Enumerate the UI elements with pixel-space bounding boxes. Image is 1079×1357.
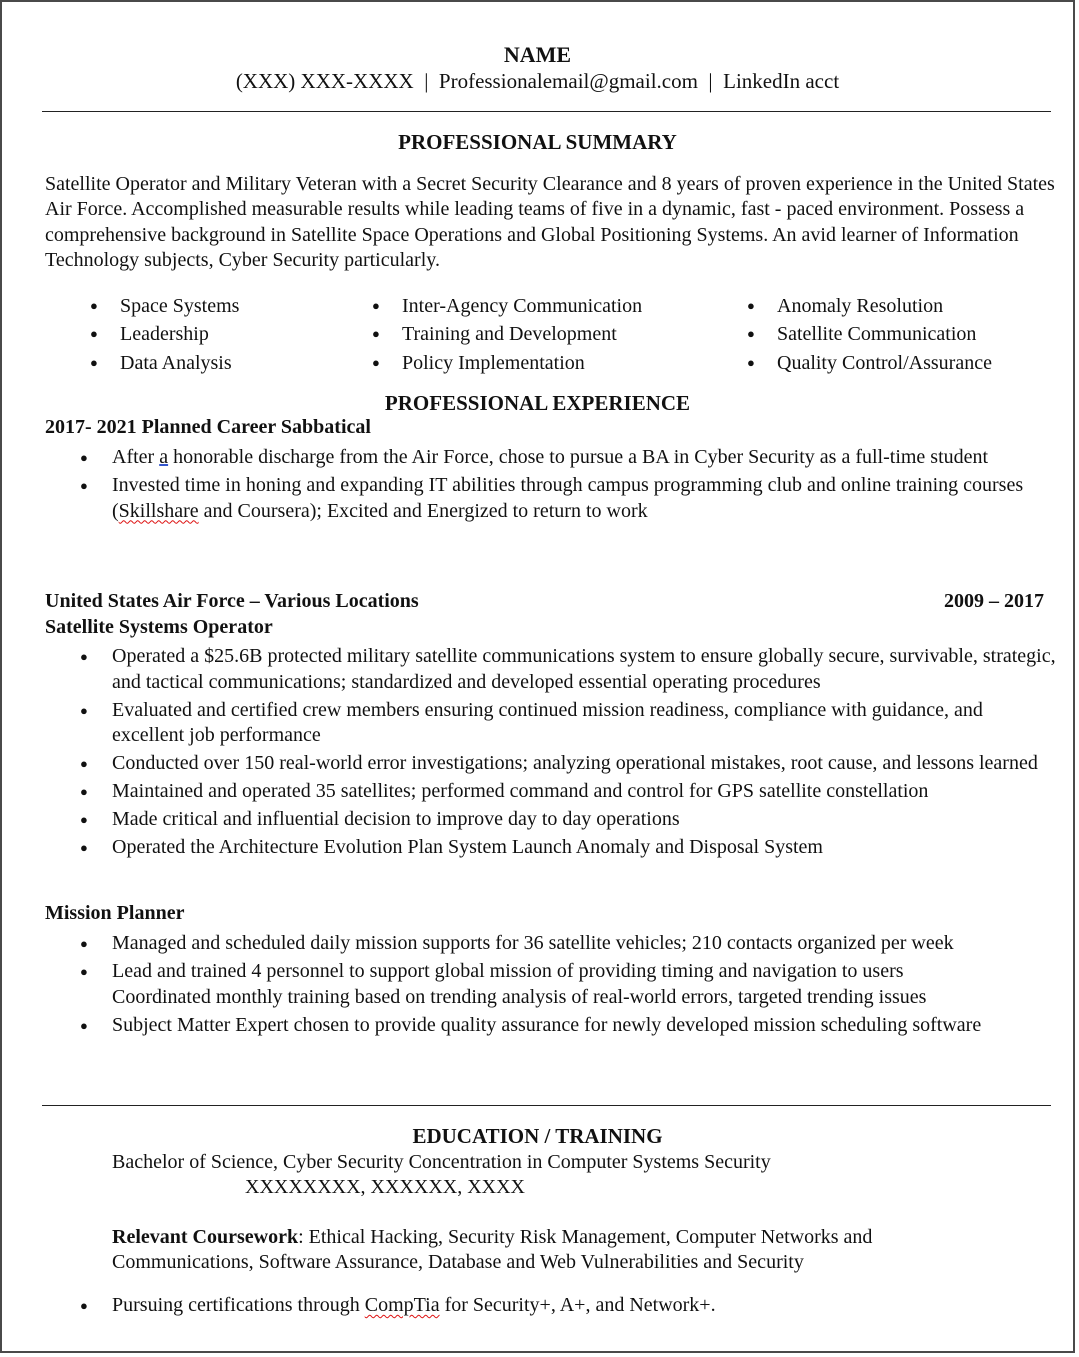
skill-item: ● Training and Development [402,320,617,348]
degree-line: Bachelor of Science, Cyber Security Concentration in Computer Systems Security [112,1151,771,1173]
employment-dates: 2009 – 2017 [944,590,1044,612]
skill-item: ● Anomaly Resolution [777,292,943,320]
certification-bullets [112,1293,1057,1321]
list-item: ● Made critical and influential decision to improve day to day operations [112,807,1057,833]
coursework-line-2: Communications, Software Assurance, Database and Web Vulnerabilities and Security [112,1251,804,1273]
skill-item: ● Leadership [120,320,209,348]
list-item: ● Subject Matter Expert chosen to provide quality assurance for newly developed mission scheduling software [112,1013,1057,1039]
education-heading: EDUCATION / TRAINING [412,1124,663,1148]
list-item: ● Conducted over 150 real-world error investigations; analyzing operational mistakes, root cause, and lessons learned [112,751,1057,777]
coursework-label: Relevant Coursework [112,1226,299,1248]
list-item: ● After a honorable discharge from the Air Force, chose to pursue a BA in Cyber Security as a full-time student [112,445,1057,471]
skill-item: ● Space Systems [120,292,239,320]
skill-item: ● Quality Control/Assurance [777,349,992,377]
sabbatical-title: 2017- 2021 Planned Career Sabbatical [45,416,371,438]
list-item: ● Maintained and operated 35 satellites; performed command and control for GPS satellite constellation [112,779,1057,805]
list-item: ● Pursuing certifications through CompTia for Security+, A+, and Network+. [112,1293,1057,1319]
candidate-name: NAME [503,42,572,67]
summary-heading: PROFESSIONAL SUMMARY [398,130,677,154]
planner-bullets [112,931,1057,1041]
skill-item: ● Inter-Agency Communication [402,292,642,320]
skill-item: ● Policy Implementation [402,349,585,377]
experience-heading: PROFESSIONAL EXPERIENCE [384,391,691,415]
coursework-line: Relevant Coursework: Ethical Hacking, Security Risk Management, Computer Networks and [112,1226,873,1248]
list-item: ● Invested time in honing and expanding IT abilities through campus programming club and online training courses (Skillshare and Coursera); Excited and Energized to return to work [112,473,1057,524]
role-title-operator: Satellite Systems Operator [45,616,273,638]
skill-item: ● Data Analysis [120,349,232,377]
list-item: Coordinated monthly training based on trending analysis of real-world errors, targeted trending issues [112,985,927,1008]
skills-grid [2,292,1077,382]
operator-bullets [112,644,1057,863]
role-title-planner: Mission Planner [45,902,185,924]
summary-text: Satellite Operator and Military Veteran with a Secret Security Clearance and 8 years of proven experience in the United States Air Force. Accomplished measurable results while leading teams of five in a dynamic, fast - paced environment. Possess a comprehensive background in Satellite Space Operations and Global Positioning Systems. An avid learner of Information Technology subjects, Cyber Security particularly. [45,173,1055,271]
sabbatical-bullets [112,445,1057,527]
header-divider [42,111,1051,112]
education-divider [42,1105,1051,1106]
skill-item: ● Satellite Communication [777,320,976,348]
list-item: ● Managed and scheduled daily mission supports for 36 satellite vehicles; 210 contacts organized per week [112,931,1057,957]
contact-line: (XXX) XXX-XXXX | Professionalemail@gmail.com | LinkedIn acct [235,69,840,93]
list-item: ● Evaluated and certified crew members ensuring continued mission readiness, compliance with guidance, and excellent job performance [112,698,1057,749]
list-item: ● Operated the Architecture Evolution Plan System Launch Anomaly and Disposal System [112,835,1057,861]
school-line: XXXXXXXX, XXXXXX, XXXX [245,1176,525,1198]
employer-title: United States Air Force – Various Locations [45,590,419,612]
list-item: ● Lead and trained 4 personnel to support global mission of providing timing and navigation to users [112,959,1057,985]
list-item: ● Operated a $25.6B protected military satellite communications system to ensure globally secure, survivable, strategic, and tactical communications; standardized and developed essential operating procedures [112,644,1057,695]
